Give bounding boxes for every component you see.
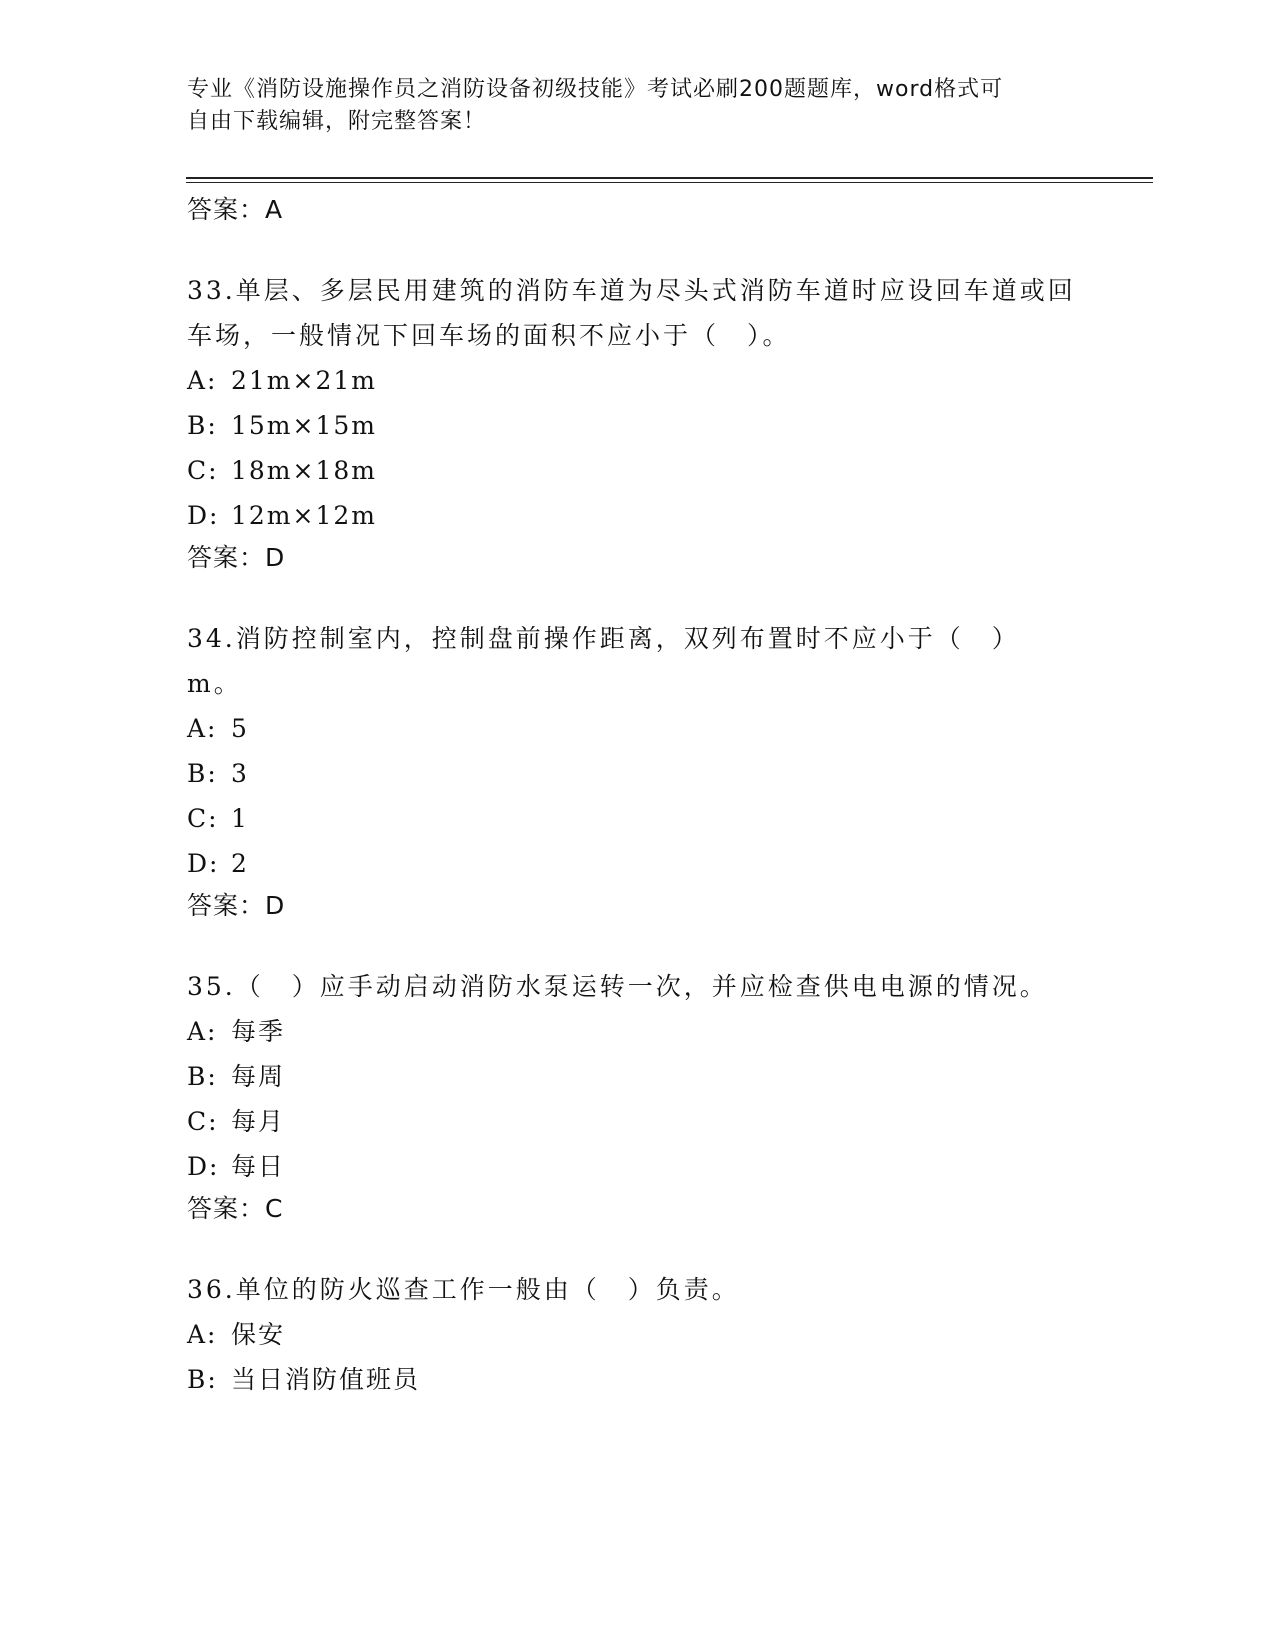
- question-text: 34.消防控制室内，控制盘前操作距离，双列布置时不应小于（ ）m。: [187, 624, 1020, 698]
- option-d: [187, 493, 1087, 538]
- option-key: B:: [187, 1062, 218, 1091]
- option-value: 保安: [231, 1320, 286, 1349]
- option-d: [187, 841, 1087, 886]
- option-key: C:: [187, 456, 219, 485]
- question-35: [187, 964, 1087, 1229]
- header-divider-thick: [186, 177, 1153, 179]
- option-c: [187, 448, 1087, 493]
- option-key: B:: [187, 759, 218, 788]
- option-value: 15m×15m: [231, 411, 377, 440]
- option-key: C:: [187, 804, 219, 833]
- answer-label: 答案：D: [187, 543, 286, 572]
- option-value: 21m×21m: [231, 366, 377, 395]
- option-value: 18m×18m: [231, 456, 377, 485]
- option-value: 当日消防值班员: [231, 1365, 421, 1394]
- option-key: A:: [187, 1320, 218, 1349]
- question-text: 36.单位的防火巡查工作一般由（ ）负责。: [187, 1275, 740, 1304]
- option-value: 每周: [231, 1062, 286, 1091]
- option-a: [187, 1009, 1087, 1054]
- question-list: [187, 190, 1087, 1402]
- option-b: [187, 1357, 1087, 1402]
- option-value: 3: [231, 759, 249, 788]
- header-divider-thin: [186, 182, 1153, 183]
- option-key: D:: [187, 849, 220, 878]
- option-value: 5: [231, 714, 249, 743]
- option-key: A:: [187, 1017, 218, 1046]
- answer-label: 答案：C: [187, 1194, 284, 1223]
- option-a: [187, 706, 1087, 751]
- option-b: [187, 1054, 1087, 1099]
- answer-label: 答案：D: [187, 891, 286, 920]
- option-key: D:: [187, 1152, 220, 1181]
- option-value: 每日: [231, 1152, 286, 1181]
- option-b: [187, 403, 1087, 448]
- option-key: A:: [187, 714, 218, 743]
- option-a: [187, 1312, 1087, 1357]
- option-b: [187, 751, 1087, 796]
- option-value: 2: [231, 849, 249, 878]
- option-value: 1: [231, 804, 249, 833]
- question-33: [187, 268, 1087, 578]
- option-key: D:: [187, 501, 220, 530]
- header-line-1: 专业《消防设施操作员之消防设备初级技能》考试必刷200题题库，word格式可: [187, 77, 1004, 102]
- option-d: [187, 1144, 1087, 1189]
- option-value: 12m×12m: [231, 501, 377, 530]
- option-key: B:: [187, 1365, 218, 1394]
- document-header: [187, 74, 1067, 138]
- option-a: [187, 358, 1087, 403]
- option-c: [187, 1099, 1087, 1144]
- option-c: [187, 796, 1087, 841]
- question-text: 35.（ ）应手动启动消防水泵运转一次，并应检查供电电源的情况。: [187, 972, 1048, 1001]
- question-34: [187, 616, 1087, 926]
- answer-label: 答案：A: [187, 195, 284, 224]
- option-key: C:: [187, 1107, 219, 1136]
- question-36: [187, 1267, 1087, 1402]
- option-value: 每月: [231, 1107, 286, 1136]
- option-key: A:: [187, 366, 218, 395]
- option-key: B:: [187, 411, 218, 440]
- option-value: 每季: [231, 1017, 286, 1046]
- header-line-2: 自由下载编辑，附完整答案！: [187, 109, 487, 134]
- question-text: 33.单层、多层民用建筑的消防车道为尽头式消防车道时应设回车道或回车场，一般情况下回车场的面积不应小于（ ）。: [187, 276, 1076, 350]
